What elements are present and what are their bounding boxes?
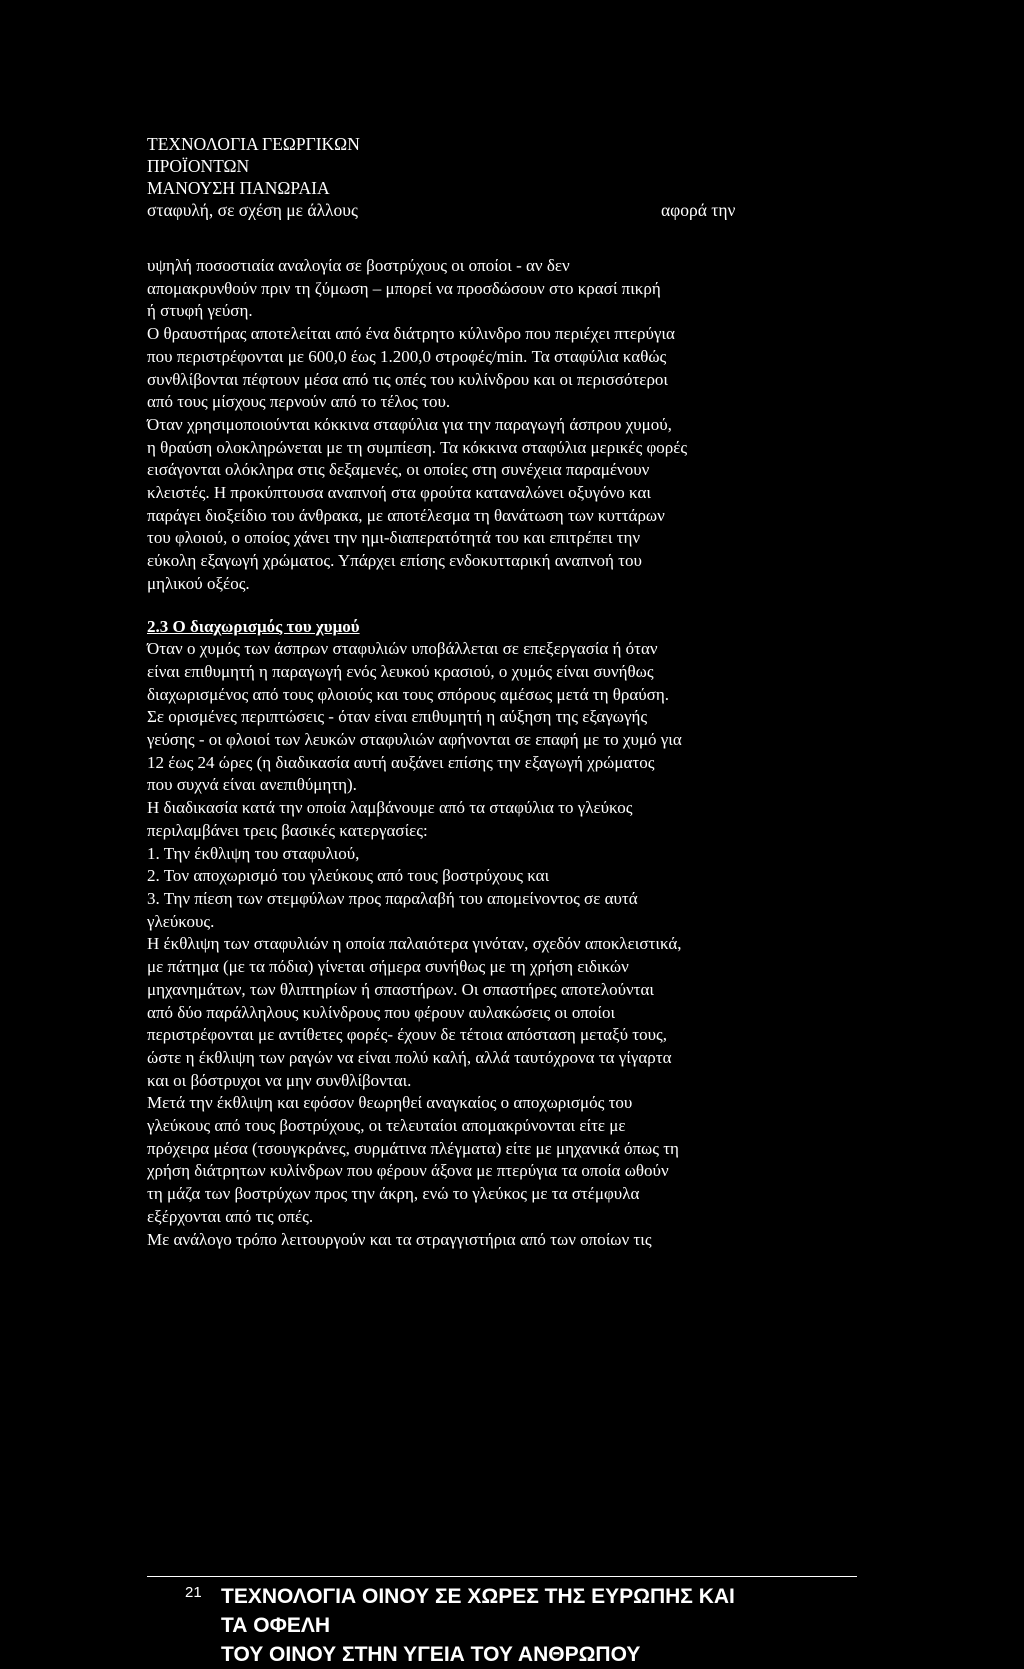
text-line: μηλικού οξέος. xyxy=(147,573,250,593)
text-line: του φλοιού, ο οποίος χάνει την ημι-διαπερατότητά του και επιτρέπει την xyxy=(147,528,641,548)
header-author: ΜΑΝΟΥΣΗ ΠΑΝΩΡΑΙΑ xyxy=(147,178,330,198)
body-text xyxy=(147,255,787,1251)
text-line: και οι βόστρυχοι να μην συνθλίβονται. xyxy=(147,1070,412,1090)
text-line: χρήση διάτρητων κυλίνδρων που φέρουν άξονα με πτερύγια τα οποία ωθούν xyxy=(147,1161,669,1181)
text-line: ώστε η έκθλιψη των ραγών να είναι πολύ καλή, αλλά ταυτόχρονα τα γίγαρτα xyxy=(147,1047,672,1067)
text-line: τη μάζα των βοστρύχων προς την άκρη, ενώ το γλεύκος με τα στέμφυλα xyxy=(147,1184,640,1204)
text-line: απομακρυνθούν πριν τη ζύμωση – μπορεί να προσδώσουν στο κρασί πικρή xyxy=(147,278,661,298)
text-line: κλειστές. Η προκύπτουσα αναπνοή στα φρούτα καταναλώνει οξυγόνο και xyxy=(147,483,651,503)
header-fragment-right: αφορά την xyxy=(661,200,736,220)
text-line: Μετά την έκθλιψη και εφόσον θεωρηθεί αναγκαίος ο αποχωρισμός του xyxy=(147,1093,633,1113)
text-line: περιλαμβάνει τρεις βασικές κατεργασίες: xyxy=(147,820,428,840)
text-line: πρόχειρα μέσα (τσουγκράνες, συρμάτινα πλέγματα) είτε με μηχανικά όπως τη xyxy=(147,1138,679,1158)
text-line: που συχνά είναι ανεπιθύμητη). xyxy=(147,775,357,795)
text-line: με πάτημα (με τα πόδια) γίνεται σήμερα συνήθως με τη χρήση ειδικών xyxy=(147,957,629,977)
text-line: Ο θραυστήρας αποτελείται από ένα διάτρητο κύλινδρο που περιέχει πτερύγια xyxy=(147,324,675,344)
header-fragment-line xyxy=(147,199,767,221)
text-line: Η διαδικασία κατά την οποία λαμβάνουμε από τα σταφύλια το γλεύκος xyxy=(147,798,633,818)
text-line: που περιστρέφονται με 600,0 έως 1.200,0 στροφές/min. Τα σταφύλια καθώς xyxy=(147,346,667,366)
text-line: παράγει διοξείδιο του άνθρακα, με αποτέλεσμα τη θανάτωση των κυττάρων xyxy=(147,505,665,525)
list-item: 2. Τον αποχωρισμό του γλεύκους από τους βοστρύχους και xyxy=(147,866,550,886)
text-line: εύκολη εξαγωγή χρώματος. Υπάρχει επίσης ενδοκυτταρική αναπνοή του xyxy=(147,551,642,571)
footer-title-line: ΤΑ ΟΦΕΛΗ xyxy=(221,1614,331,1637)
text-line: εξέρχονται από τις οπές. xyxy=(147,1206,314,1226)
text-line: γλεύκους. xyxy=(147,911,215,931)
text-line: συνθλίβονται πέφτουν μέσα από τις οπές του κυλίνδρου και οι περισσότεροι xyxy=(147,369,668,389)
text-line: ή στυφή γεύση. xyxy=(147,301,253,321)
page-header xyxy=(147,133,767,221)
text-line: μηχανημάτων, των θλιπτηρίων ή σπαστήρων. Οι σπαστήρες αποτελούνται xyxy=(147,979,654,999)
page-number: 21 xyxy=(185,1584,202,1601)
text-line: εισάγονται ολόκληρα στις δεξαμενές, οι οποίες στη συνέχεια παραμένουν xyxy=(147,460,650,480)
text-line: η θραύση ολοκληρώνεται με τη συμπίεση. Τα κόκκινα σταφύλια μερικές φορές xyxy=(147,437,688,457)
header-course-title: ΤΕΧΝΟΛΟΓΙΑ ΓΕΩΡΓΙΚΩΝ xyxy=(147,134,360,154)
list-item: 1. Την έκθλιψη του σταφυλιού, xyxy=(147,843,360,863)
text-line: Με ανάλογο τρόπο λειτουργούν και τα στραγγιστήρια από των οποίων τις xyxy=(147,1229,652,1249)
text-line: γεύσης - οι φλοιοί των λευκών σταφυλιών αφήνονται σε επαφή με το χυμό για xyxy=(147,730,682,750)
footer-title-line: ΤΟΥ ΟΙΝΟΥ ΣΤΗΝ ΥΓΕΙΑ ΤΟΥ ΑΝΘΡΩΠΟΥ xyxy=(221,1643,641,1666)
footer-divider xyxy=(147,1576,857,1577)
text-line: 12 έως 24 ώρες (η διαδικασία αυτή αυξάνει επίσης την εξαγωγή χρώματος xyxy=(147,752,655,772)
text-line: υψηλή ποσοστιαία αναλογία σε βοστρύχους οι οποίοι - αν δεν xyxy=(147,256,570,275)
header-fragment-left: σταφυλή, σε σχέση με άλλους xyxy=(147,200,358,220)
section-heading: 2.3 Ο διαχωρισμός του χυμού xyxy=(147,616,360,636)
text-line: είναι επιθυμητή η παραγωγή ενός λευκού κρασιού, ο χυμός είναι συνήθως xyxy=(147,661,654,681)
text-line: διαχωρισμένος από τους φλοιούς και τους σπόρους αμέσως μετά τη θραύση. xyxy=(147,684,669,704)
text-line: Η έκθλιψη των σταφυλιών η οποία παλαιότερα γινόταν, σχεδόν αποκλειστικά, xyxy=(147,934,682,954)
text-line: Σε ορισμένες περιπτώσεις - όταν είναι επιθυμητή η αύξηση της εξαγωγής xyxy=(147,707,648,727)
footer-title xyxy=(221,1582,735,1669)
text-line: περιστρέφονται με αντίθετες φορές- έχουν δε τέτοια απόσταση μεταξύ τους, xyxy=(147,1025,668,1045)
footer-title-line: ΤΕΧΝΟΛΟΓΙΑ ΟΙΝΟΥ ΣΕ ΧΩΡΕΣ ΤΗΣ ΕΥΡΩΠΗΣ ΚΑΙ xyxy=(221,1585,735,1608)
list-item: 3. Την πίεση των στεμφύλων προς παραλαβή του απομείνοντος σε αυτά xyxy=(147,888,638,908)
paragraph-gap xyxy=(147,596,787,616)
text-line: από δύο παράλληλους κυλίνδρους που φέρουν αυλακώσεις οι οποίοι xyxy=(147,1002,616,1022)
header-course-subtitle: ΠΡΟΪΟΝΤΩΝ xyxy=(147,156,250,176)
text-line: Όταν χρησιμοποιούνται κόκκινα σταφύλια για την παραγωγή άσπρου χυμού, xyxy=(147,414,672,434)
text-line: από τους μίσχους περνούν από το τέλος του. xyxy=(147,392,451,412)
text-line: Όταν ο χυμός των άσπρων σταφυλιών υποβάλλεται σε επεξεργασία ή όταν xyxy=(147,639,658,659)
text-line: γλεύκους από τους βοστρύχους, οι τελευταίοι απομακρύνονται είτε με xyxy=(147,1116,626,1136)
